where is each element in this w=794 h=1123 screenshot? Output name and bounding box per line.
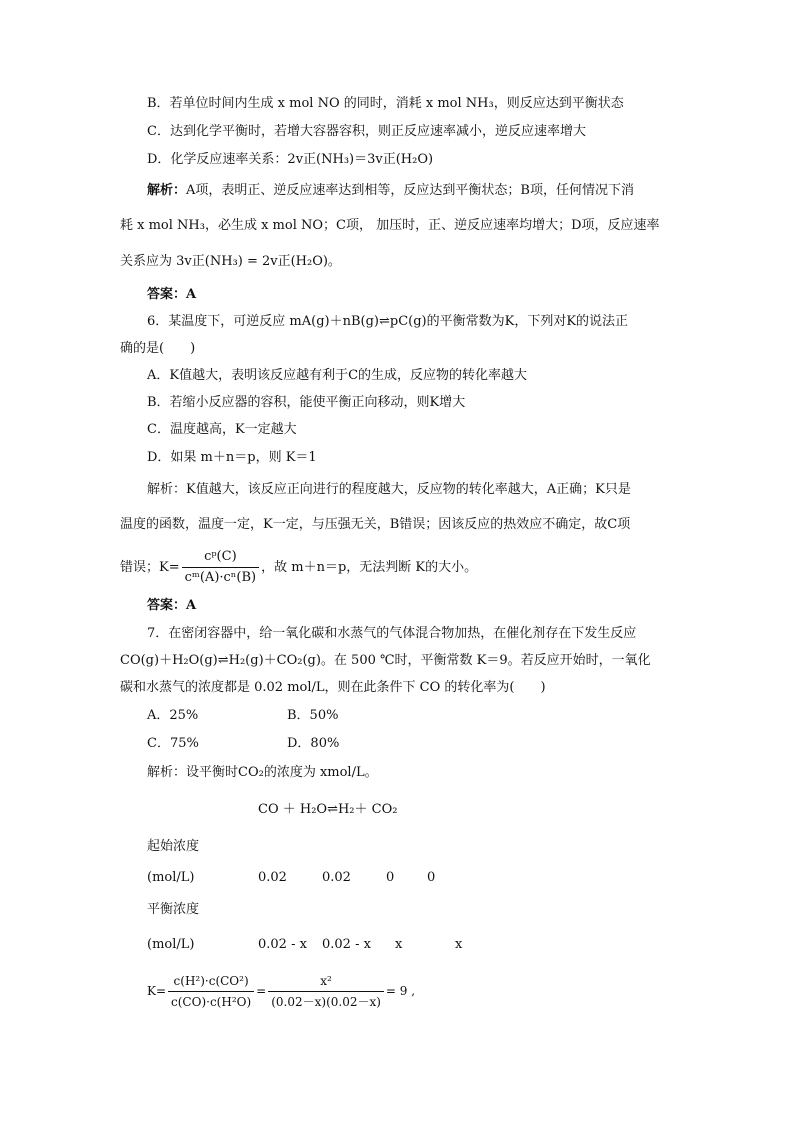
k-formula-fraction: $\frac{\text{cᵖ(C)}}{\text{cᵐ(A)·cⁿ(B)}}$	[182, 548, 260, 587]
q5-analysis-line-2: 耗 x mol NH₃，必生成 x mol NO；C项， 加压时，正、逆反应速率均增大；D项，反应速率	[120, 218, 660, 233]
unit-label: (mol/L)	[147, 937, 195, 952]
q6-option-c: C．温度越高，K一定越大	[147, 422, 297, 437]
analysis-text: A项，表明正、逆反应速率达到相等，反应达到平衡状态；B项，任何情况下消	[186, 183, 634, 198]
q6-option-d: D．如果 m＋n＝p，则 K＝1	[147, 450, 317, 465]
q7-stem-line-1: 7．在密闭容器中，给一氧化碳和水蒸气的气体混合物加热，在催化剂存在下发生反应	[147, 626, 637, 641]
analysis-label: 解析：	[147, 183, 187, 198]
unit-label: (mol/L)	[147, 870, 195, 885]
equilibrium-concentration-label: 平衡浓度	[147, 902, 200, 917]
q6-option-a: A．K值越大，表明该反应越有利于C的生成，反应物的转化率越大	[147, 368, 528, 383]
equilibrium-value: 0.02 - x	[322, 937, 371, 952]
q7-stem-line-2: CO(g)＋H₂O(g)⇌H₂(g)＋CO₂(g)。在 500 ℃时，平衡常数 K＝9。若反应开始时，一氧化	[120, 653, 651, 668]
equilibrium-value: 0.02 - x	[258, 937, 307, 952]
q6-stem-line-1: 6．某温度下，可逆反应 mA(g)＋nB(g)⇌pC(g)的平衡常数为K，下列对K的说法正	[147, 314, 629, 329]
equilibrium-constant-expression: K= $\frac{\text{c(H²)·c(CO²)}}{\text{c(CO)·c(H²O)}}$ = $\frac{\text{x²}}{(0.02-x)(0.02-x)}$ = 9 ,	[147, 974, 416, 1009]
q7-option-c: C．75%	[147, 736, 199, 751]
q5-analysis-line-1	[147, 182, 634, 200]
q5-option-d: D．化学反应速率关系：2v正(NH₃)＝3v正(H₂O)	[147, 152, 434, 167]
start-value: 0.02	[322, 870, 351, 885]
q6-answer: 答案：A	[147, 598, 197, 613]
k-fraction-concentration: $\frac{\text{c(H²)·c(CO²)}}{\text{c(CO)·c(H²O)}}$	[168, 972, 254, 1011]
q7-option-a: A．25%	[147, 708, 199, 723]
q5-analysis-line-3: 关系应为 3v正(NH₃) = 2v正(H₂O)。	[120, 254, 341, 269]
q6-analysis-line-1: 解析：K值越大，该反应正向进行的程度越大，反应物的转化率越大，A正确；K只是	[147, 482, 631, 497]
q6-analysis-line-2: 温度的函数，温度一定，K一定，与压强无关，B错误；因该反应的热效应不确定，故C项	[120, 517, 631, 532]
k-fraction-x: $\frac{\text{x²}}{(0.02-x)(0.02-x)}$	[268, 972, 384, 1011]
q7-option-b: B．50%	[287, 708, 339, 723]
start-value: 0	[427, 870, 436, 885]
q6-stem-line-2: 确的是( )	[120, 341, 196, 356]
equilibrium-value: x	[395, 937, 403, 952]
q7-reaction-equation: CO ＋ H₂O⇌H₂＋ CO₂	[258, 802, 398, 817]
q5-answer: 答案：A	[147, 287, 197, 302]
q7-stem-line-3: 碳和水蒸气的浓度都是 0.02 mol/L，则在此条件下 CO 的转化率为( )	[120, 680, 546, 695]
q7-analysis-line-1: 解析：设平衡时CO₂的浓度为 xmol/L。	[147, 765, 378, 780]
q5-option-b: B．若单位时间内生成 x mol NO 的同时，消耗 x mol NH₃，则反应达到平衡状态	[147, 96, 624, 111]
q6-analysis-line-3: 错误；K= $\frac{\text{cᵖ(C)}}{\text{cᵐ(A)·cⁿ(B)}}$ ，故 m＋n＝p，无法判断 K的大小。	[120, 549, 478, 585]
start-value: 0.02	[258, 870, 287, 885]
q5-option-c: C．达到化学平衡时，若增大容器容积，则正反应速率减小，逆反应速率增大	[147, 124, 586, 139]
q7-option-d: D．80%	[287, 736, 340, 751]
start-value: 0	[386, 870, 395, 885]
start-concentration-label: 起始浓度	[147, 839, 200, 854]
q6-option-b: B．若缩小反应器的容积，能使平衡正向移动，则K增大	[147, 395, 466, 410]
equilibrium-value: x	[455, 937, 463, 952]
